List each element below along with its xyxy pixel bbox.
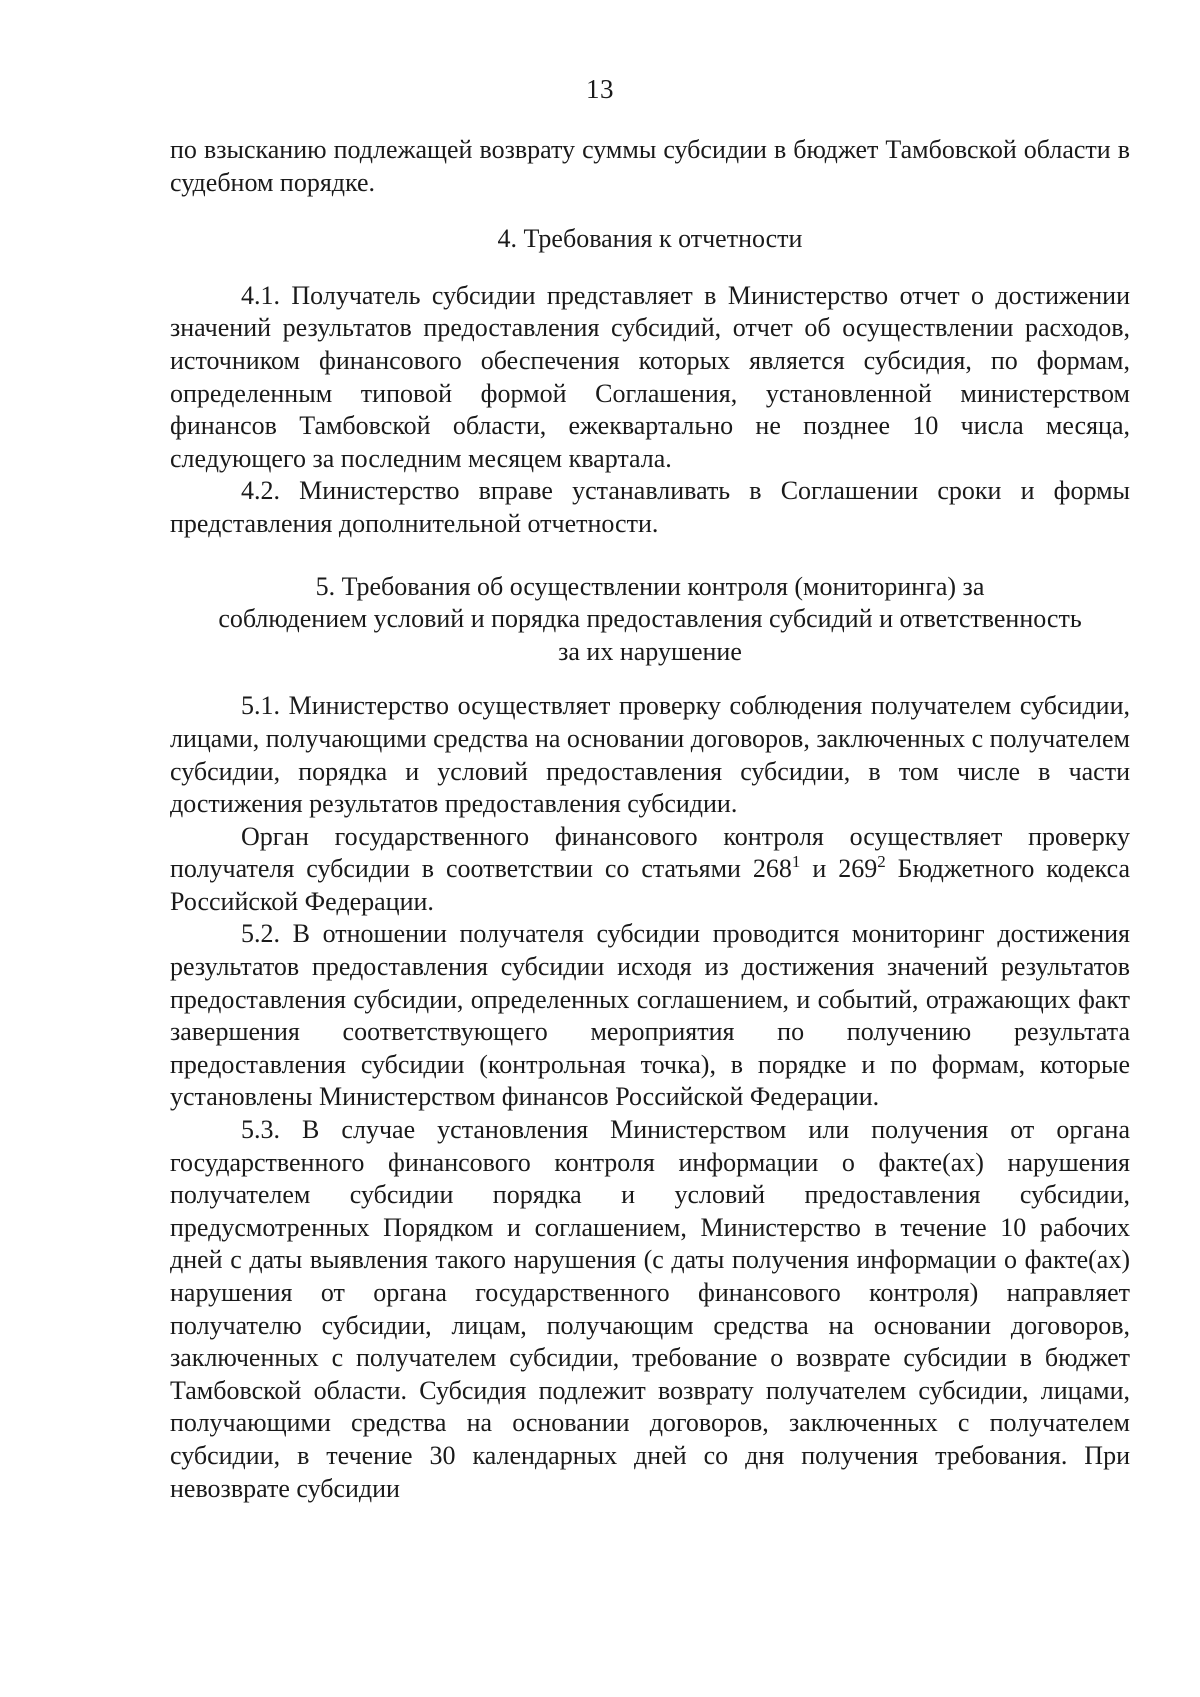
paragraph-4-2: 4.2. Министерство вправе устанавливать в Соглашении сроки и формы представления дополнительной отчетности. <box>170 476 1130 538</box>
section-heading-4: 4. Требования к отчетности <box>497 224 803 254</box>
paragraph-intro: по взысканию подлежащей возврату суммы субсидии в бюджет Тамбовской области в судебном порядке. <box>170 135 1130 197</box>
paragraph-4-1: 4.1. Получатель субсидии представляет в Министерство отчет о достижении значений результатов предоставления субсидий, отчет об осуществлении расходов, источником финансового обеспечения которых является субсидия, по формам, определенным типовой формой Соглашения, установленной министерством финансов Тамбовской области, ежеквартально не позднее 10 числа месяца, следующего за последним месяцем квартала. <box>170 280 1130 473</box>
page-number: 13 <box>586 74 614 104</box>
section-heading-5-line-2: соблюдением условий и порядка предоставления субсидий и ответственность <box>218 604 1082 634</box>
paragraph-5-3: 5.3. В случае установления Министерством или получения от органа государственного финансового контроля информации о факте(ах) нарушения получателем субсидии порядка и условий предоставления субсидии, предусмотренных Порядком и соглашением, Министерство в течение 10 рабочих дней с даты выявления такого нарушения (с даты получения информации о факте(ах) нарушения от органа государственного финансового контроля) направляет получателю субсидии, лицам, получающим средства на основании договоров, заключенных с получателем субсидии, требование о возврате субсидии в бюджет Тамбовской области. Субсидия подлежит возврату получателем субсидии, лицами, получающими средства на основании договоров, заключенных с получателем субсидии, в течение 30 календарных дней со дня получения требования. При невозврате субсидии <box>170 1115 1130 1503</box>
article-268-superscript: 1 <box>791 852 801 872</box>
financial-control-text-b: и 269 <box>800 854 878 884</box>
financial-control-text-c: Бюджетного кодекса Российской Федерации. <box>170 854 1131 916</box>
paragraph-5-1: 5.1. Министерство осуществляет проверку соблюдения получателем субсидии, лицами, получающими средства на основании договоров, заключенных с получателем субсидии, порядка и условий предоставления субсидии, в том числе в части достижения результатов предоставления субсидии. <box>170 691 1130 819</box>
paragraph-5-2: 5.2. В отношении получателя субсидии проводится мониторинг достижения результатов предоставления субсидии исходя из достижения значений результатов предоставления субсидии, определенных соглашением, и событий, отражающих факт завершения соответствующего мероприятия по получению результата предоставления субсидии (контрольная точка), в порядке и по формам, которые установлены Министерством финансов Российской Федерации. <box>170 919 1130 1112</box>
financial-control-text-a: Орган государственного финансового контроля осуществляет проверку получателя субсидии в соответствии со статьями 268 <box>170 821 1130 884</box>
section-heading-5-line-3: за их нарушение <box>558 636 742 666</box>
article-269-superscript: 2 <box>877 852 886 872</box>
paragraph-financial-control <box>170 821 1130 919</box>
document-body <box>170 134 1130 1505</box>
section-heading-5 <box>170 571 1130 669</box>
section-heading-5-line-1: 5. Требования об осуществлении контроля (мониторинга) за <box>315 571 985 601</box>
